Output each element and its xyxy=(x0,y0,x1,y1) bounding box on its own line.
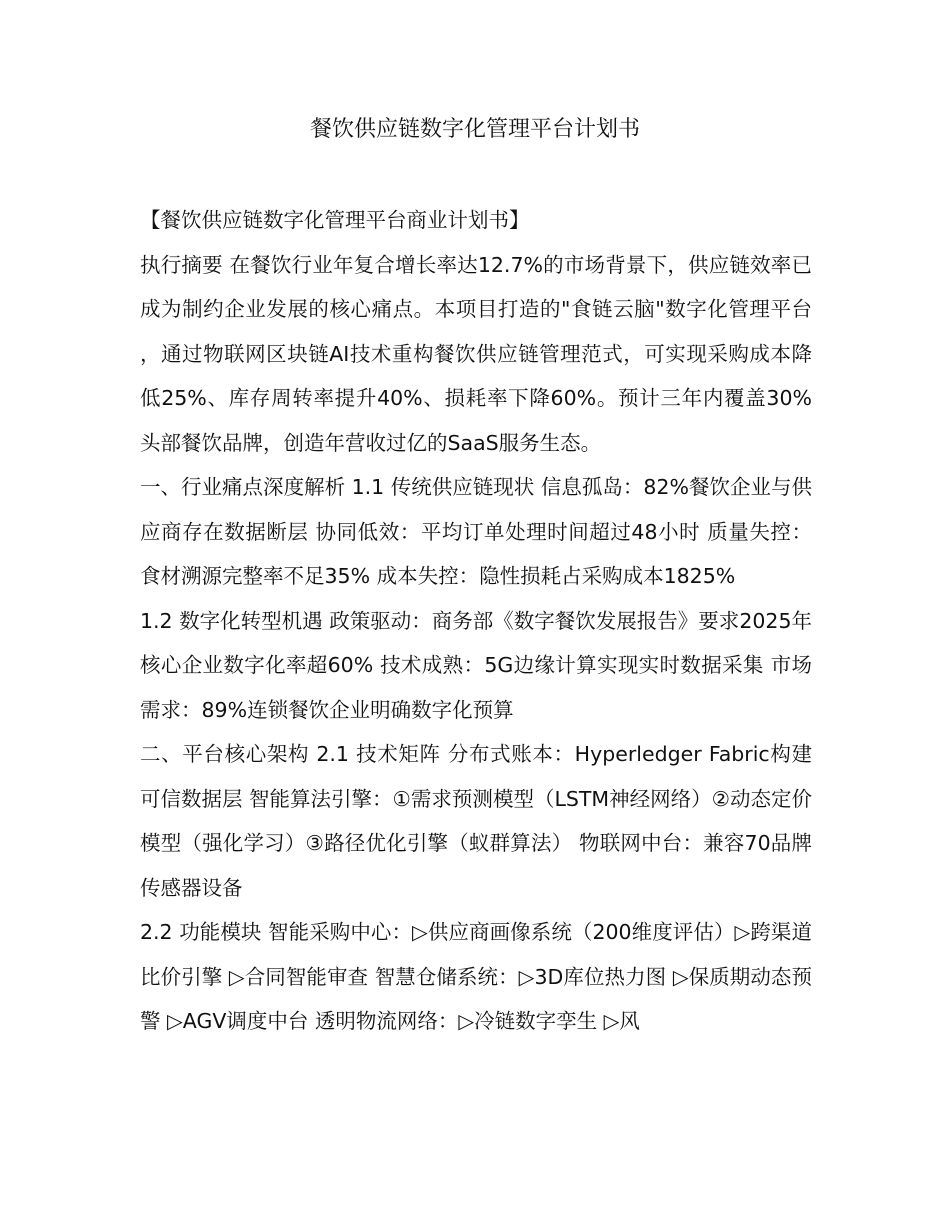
document-title: 餐饮供应链数字化管理平台计划书 xyxy=(309,117,640,142)
document-body xyxy=(140,198,812,1044)
plan-heading-paragraph: 【餐饮供应链数字化管理平台商业计划书】 xyxy=(140,208,530,232)
executive-summary-paragraph: 执行摘要 在餐饮行业年复合增长率达12.7%的市场背景下，供应链效率已成为制约企业发展的核心痛点。本项目打造的"食链云脑"数字化管理平台，通过物联网区块链AI技术重构餐饮供应链管理范式，可实现采购成本降低25%、库存周转率提升40%、损耗率下降60%。预计三年内覆盖30%头部餐饮品牌，创造年营收过亿的SaaS服务生态。 xyxy=(140,252,812,455)
platform-architecture-paragraph: 二、平台核心架构 2.1 技术矩阵 分布式账本：Hyperledger Fabric构建可信数据层 智能算法引擎：①需求预测模型（LSTM神经网络）②动态定价模型（强化学习）③路径优化引擎（蚁群算法） 物联网中台：兼容70品牌传感器设备 xyxy=(140,742,812,900)
digital-transformation-paragraph: 1.2 数字化转型机遇 政策驱动：商务部《数字餐饮发展报告》要求2025年核心企业数字化率超60% 技术成熟：5G边缘计算实现实时数据采集 市场需求：89%连锁餐饮企业明确数字化预算 xyxy=(140,608,812,722)
industry-pain-points-paragraph: 一、行业痛点深度解析 1.1 传统供应链现状 信息孤岛：82%餐饮企业与供应商存在数据断层 协同低效：平均订单处理时间超过48小时 质量失控：食材溯源完整率不足35% 成本失控：隐性损耗占采购成本1825% xyxy=(140,475,812,588)
function-modules-paragraph: 2.2 功能模块 智能采购中心：▷供应商画像系统（200维度评估）▷跨渠道比价引擎 ▷合同智能审查 智慧仓储系统：▷3D库位热力图 ▷保质期动态预警 ▷AGV调度中台 透明物流网络：▷冷链数字孪生 ▷风 xyxy=(140,920,812,1033)
